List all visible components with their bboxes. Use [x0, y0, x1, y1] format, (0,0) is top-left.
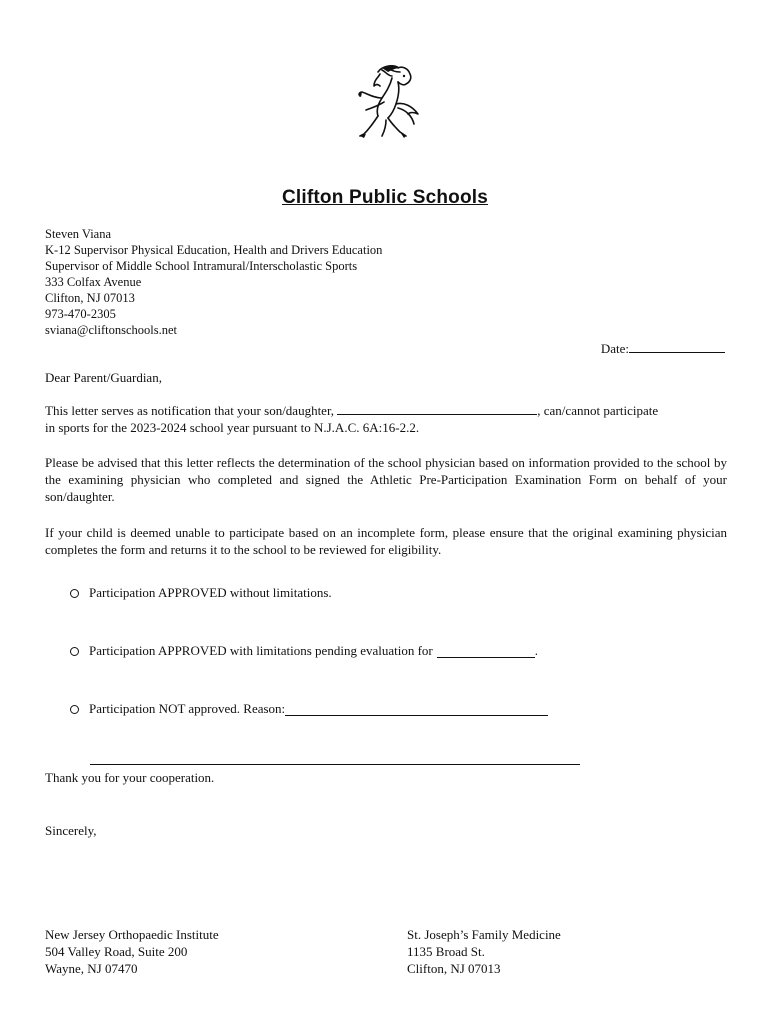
date-label: Date: — [600, 341, 629, 356]
para1-text-after: , can/cannot participate — [537, 403, 659, 418]
radio-icon[interactable] — [70, 647, 79, 656]
sender-title-1: K-12 Supervisor Physical Education, Health and Drivers Education — [45, 243, 383, 257]
option-limitations-suffix: . — [534, 643, 538, 658]
sender-phone: 973-470-2305 — [45, 307, 116, 321]
mustang-horse-logo — [352, 62, 424, 140]
address-right-line-1: St. Joseph’s Family Medicine — [407, 927, 561, 942]
notification-paragraph — [45, 402, 727, 436]
student-name-field[interactable] — [337, 402, 537, 415]
sender-name: Steven Viana — [45, 227, 112, 241]
address-left-line-3: Wayne, NJ 07470 — [45, 961, 138, 976]
option-approved-limitations[interactable] — [70, 643, 538, 659]
option-approved-label: Participation APPROVED without limitations. — [89, 585, 332, 600]
option-approved[interactable] — [70, 585, 332, 601]
para1-text-before: This letter serves as notification that your son/daughter, — [45, 403, 335, 418]
address-right-line-2: 1135 Broad St. — [407, 944, 485, 959]
incomplete-form-paragraph: If your child is deemed unable to participate based on an incomplete form, please ensure that the original examining physician completes the form and returns it to the school to be reviewed for eligibility. — [45, 525, 727, 557]
sender-title-2: Supervisor of Middle School Intramural/Interscholastic Sports — [45, 259, 358, 273]
closing-text: Sincerely, — [45, 823, 97, 838]
thanks-text: Thank you for your cooperation. — [45, 770, 215, 785]
sender-street: 333 Colfax Avenue — [45, 275, 142, 289]
radio-icon[interactable] — [70, 705, 79, 714]
reason-field[interactable] — [285, 703, 548, 716]
address-left-line-2: 504 Valley Road, Suite 200 — [45, 944, 188, 959]
para1-line2: in sports for the 2023-2024 school year pursuant to N.J.A.C. 6A:16-2.2. — [45, 420, 420, 435]
sender-city: Clifton, NJ 07013 — [45, 291, 135, 305]
address-right — [407, 926, 561, 977]
date-row — [601, 340, 725, 357]
date-field[interactable] — [629, 340, 725, 353]
address-left-line-1: New Jersey Orthopaedic Institute — [45, 927, 219, 942]
page-title: Clifton Public Schools — [281, 187, 488, 208]
sender-block — [45, 226, 382, 338]
address-right-line-3: Clifton, NJ 07013 — [407, 961, 501, 976]
option-not-approved-label: Participation NOT approved. Reason: — [89, 701, 286, 716]
salutation: Dear Parent/Guardian, — [45, 370, 162, 385]
reason-continuation-line[interactable] — [90, 764, 580, 765]
option-not-approved[interactable] — [70, 701, 548, 717]
determination-paragraph: Please be advised that this letter reflects the determination of the school physician based on information provided to the school by the examining physician who completed and signed the Athletic Pre-Participation Examination Form on behalf of your son/daughter. — [45, 455, 727, 504]
sender-email: sviana@cliftonschools.net — [45, 323, 177, 337]
address-left — [45, 926, 219, 977]
radio-icon[interactable] — [70, 589, 79, 598]
limitations-field[interactable] — [437, 645, 535, 658]
option-limitations-label: Participation APPROVED with limitations pending evaluation for — [89, 643, 433, 658]
